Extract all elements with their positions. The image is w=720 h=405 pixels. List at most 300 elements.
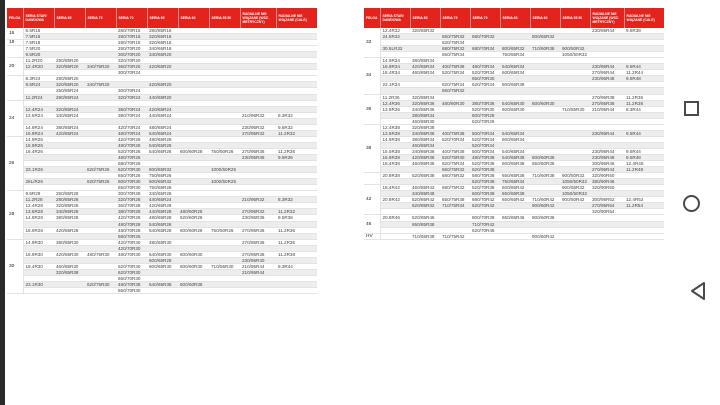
tire-size-cell: 620/75R34: [440, 82, 470, 88]
tire-size-cell: 8.3R32: [276, 112, 317, 118]
tire-size-cell: 440/65R24: [147, 112, 178, 118]
tire-size-cell: 14.9R34: [380, 58, 410, 64]
rim-size-cell: HV: [364, 233, 380, 239]
tire-size-cell: 650/65R42: [500, 197, 530, 203]
tire-size-cell: 270/95R44: [590, 70, 624, 76]
tire-size-cell: 380/85R34: [410, 112, 440, 118]
tire-size-cell: 11.2R24: [23, 94, 54, 100]
tire-size-cell: 340/85R38: [410, 148, 440, 154]
tire-size-cell: 710/60R38: [530, 173, 560, 179]
tire-size-cell: 320/90R50: [590, 185, 624, 191]
tire-size-cell: 900/50R42: [560, 197, 590, 203]
column-header: SERIA 65: [147, 8, 178, 28]
tire-size-cell: 710/75R34: [440, 203, 470, 209]
tire-size-cell: 650/70R26: [116, 173, 147, 179]
rim-size-cell: 18: [7, 40, 23, 46]
tire-size-cell: 14.9R26: [23, 136, 54, 142]
tire-size-cell: 380/85R34: [410, 58, 440, 64]
tire-size-cell: 11.2R38: [624, 100, 664, 106]
tire-size-cell: 710/55R30: [209, 263, 240, 269]
tire-size-cell: 300/95R52: [590, 197, 624, 203]
rim-size-cell: [7, 76, 23, 100]
column-header: SERIA 75: [440, 8, 470, 28]
tire-size-cell: 16.9R30: [23, 251, 54, 257]
tire-size-cell: 650/85R38: [410, 221, 440, 227]
tire-size-cell: 650/70R30: [470, 76, 500, 82]
table-row: [7, 288, 317, 294]
tire-size-cell: 600/65R38: [500, 161, 530, 167]
tire-size-cell: 420/70R24: [116, 124, 147, 130]
tire-size-cell: 11.2R48: [624, 167, 664, 173]
rim-size-cell: 46: [364, 215, 380, 233]
tire-size-cell: 460/85R38: [410, 161, 440, 167]
tire-size-cell: 480/70R38: [116, 281, 147, 287]
tire-size-cell: 460/85R34: [410, 70, 440, 76]
tire-size-cell: 250/85R28: [54, 191, 85, 197]
tire-size-cell: 270/95R32: [240, 209, 276, 215]
recent-apps-button[interactable]: [684, 101, 699, 116]
tire-size-cell: 440/65R24: [147, 197, 178, 203]
tire-size-cell: 520/85R46: [410, 215, 440, 221]
tire-size-cell: 11.2R20: [23, 58, 54, 64]
tire-size-cell: 11.2R44: [624, 70, 664, 76]
column-header: RADIALNE NIE WIĄZANE (WSZ. METRYCZNY): [590, 8, 624, 28]
tire-size-cell: 900/60R38: [530, 215, 560, 221]
tire-size-cell: 750/65R34: [500, 52, 530, 58]
column-header: SERIA 70: [116, 8, 147, 28]
tire-size-cell: 8.3R32: [276, 197, 317, 203]
tire-size-cell: 9.5R48: [624, 154, 664, 160]
tire-size-cell: 540/65R34: [500, 148, 530, 154]
tire-size-cell: 12.4R46: [624, 161, 664, 167]
column-header: SERIA 60: [178, 8, 209, 28]
tire-size-cell: 650/75R32: [440, 88, 470, 94]
tire-size-table-page-left: [7, 8, 317, 400]
tire-size-cell: 280/85R24: [54, 94, 85, 100]
tire-size-cell: 710/60R38: [530, 46, 560, 52]
tire-size-cell: [54, 288, 85, 294]
tire-size-cell: 18.4R38: [380, 161, 410, 167]
tire-size-cell: 24.5R32: [380, 34, 410, 40]
tire-size-cell: 520/70R26: [116, 148, 147, 154]
tire-size-cell: 520/60R28: [178, 215, 209, 221]
tire-size-cell: 320/90R50: [590, 173, 624, 179]
column-header: RADIALNE NIE WIĄZANE (WSZ. METRYCZNY): [240, 8, 276, 28]
tire-size-cell: 900/50R32: [560, 173, 590, 179]
tire-size-cell: 480/60R28: [178, 209, 209, 215]
tire-size-cell: 320/70R28: [116, 197, 147, 203]
tire-size-cell: 540/65R38: [147, 281, 178, 287]
tire-size-cell: 300/70R24: [116, 88, 147, 94]
rim-size-cell: 16: [7, 28, 23, 40]
tire-size-cell: 16.9R34: [380, 64, 410, 70]
tire-size-cell: 480/70R30: [116, 251, 147, 257]
tire-size-cell: 230/95R36: [240, 215, 276, 221]
rim-size-cell: 26: [7, 136, 23, 190]
column-header: SERIA 55 50: [560, 8, 590, 28]
screen-edge: [0, 0, 5, 405]
tire-size-cell: 420/70R26: [116, 136, 147, 142]
tire-size-cell: 14.9R28: [23, 215, 54, 221]
tire-size-cell: 420/85R24: [54, 130, 85, 136]
tire-size-cell: 480/70R28: [116, 227, 147, 233]
tire-size-cell: 620/75R34: [440, 40, 470, 46]
tire-size-cell: 20.8R46: [380, 215, 410, 221]
tire-size-cell: 340/75R20: [85, 82, 116, 88]
tire-size-cell: 620/70R46: [470, 227, 500, 233]
column-header: SERIA STAR/ DAWDOWA: [23, 8, 54, 28]
column-header: SERIA 85: [54, 8, 85, 28]
tire-size-cell: 650/60R38: [530, 161, 560, 167]
tire-size-cell: 28L/R26: [23, 179, 54, 185]
tire-size-cell: 620/70R42: [470, 203, 500, 209]
tire-size-cell: 420/65R20: [147, 64, 178, 70]
tire-size-cell: 320/85R20: [54, 82, 85, 88]
tire-size-cell: 320/85R20: [54, 64, 85, 70]
column-header: RADIALNE NIE WIĄZANE (CALE): [276, 8, 317, 28]
tire-size-cell: 480/65R28: [147, 215, 178, 221]
tire-size-cell: 8.3R44: [624, 106, 664, 112]
tire-size-cell: 280/70R16: [116, 34, 147, 40]
tire-size-cell: 650/75R34: [440, 52, 470, 58]
tire-size-cell: 6.5R16: [23, 28, 54, 34]
rim-size-cell: 36: [364, 94, 380, 124]
rim-size-cell: 20: [7, 58, 23, 76]
column-header: SERIA STAR/ DAWDOWA: [380, 8, 410, 28]
tire-size-cell: 340/85R24: [54, 112, 85, 118]
tire-size-cell: 480/70R26: [116, 154, 147, 160]
tire-size-cell: 13.6R24: [23, 112, 54, 118]
tire-size-cell: 280/85R16: [147, 28, 178, 34]
tire-size-cell: 9.5R36: [276, 154, 317, 160]
tire-size-cell: 440/65R28: [147, 209, 178, 215]
home-button[interactable]: [683, 195, 700, 212]
tire-size-cell: 11.2R36: [276, 148, 317, 154]
tire-size-cell: 9.5R36: [276, 215, 317, 221]
tire-size-cell: 11.2R36: [624, 94, 664, 100]
tire-size-cell: 480/70R24: [116, 130, 147, 136]
tire-size-cell: [85, 288, 116, 294]
tire-size-cell: 480/70R38: [470, 154, 500, 160]
tire-size-cell: 210/95R44: [240, 263, 276, 269]
tire-size-cell: 320/85R32: [410, 28, 440, 34]
tire-size-cell: 340/65R18: [147, 46, 178, 52]
tire-size-cell: 11.2R36: [276, 227, 317, 233]
tire-size-cell: 340/85R48: [410, 191, 440, 197]
tire-size-cell: 270/95R32: [240, 130, 276, 136]
tire-size-cell: 650/70R30: [116, 185, 147, 191]
tire-size-cell: 320/85R36: [410, 100, 440, 106]
tire-size-cell: 600/60R30: [530, 100, 560, 106]
tire-size-cell: 20.8R38: [380, 173, 410, 179]
tire-size-cell: 480/65R26: [147, 136, 178, 142]
tire-size-cell: 380/85R24: [54, 124, 85, 130]
tire-size-cell: 30.5LR32: [380, 46, 410, 52]
tire-size-cell: 520/70R38: [470, 185, 500, 191]
tire-size-cell: 600/60R30: [178, 263, 209, 269]
tire-size-cell: 600/65R34: [500, 70, 530, 76]
tire-size-cell: 250/85R24: [54, 88, 85, 94]
tire-size-cell: 230/95R44: [590, 28, 624, 34]
tire-size-cell: 320/85R38: [410, 124, 440, 130]
tire-size-cell: 620/75R26: [85, 167, 116, 173]
tire-size-cell: 600/60R30: [178, 251, 209, 257]
tire-size-cell: 520/75R30: [440, 154, 470, 160]
tire-size-cell: 500/70R34: [470, 130, 500, 136]
tire-size-cell: 270/95R36: [240, 239, 276, 245]
tire-size-cell: 12.4R38: [380, 124, 410, 130]
tire-size-cell: 270/95R36: [240, 148, 276, 154]
tire-size-cell: 520/85R42: [410, 197, 440, 203]
tire-size-cell: [500, 233, 530, 239]
tire-size-cell: 340/85R28: [54, 209, 85, 215]
tire-size-cell: 650/75R38: [440, 197, 470, 203]
tire-size-cell: 650/75R32: [440, 34, 470, 40]
tire-size-cell: 680/70R34: [470, 46, 500, 52]
tire-size-cell: 18.4R34: [380, 70, 410, 76]
tire-size-cell: 16.9R26: [23, 142, 54, 148]
tire-size-cell: 380/85R34: [410, 136, 440, 142]
tire-size-cell: 320/85R34: [410, 94, 440, 100]
tire-size-cell: 230/95R48: [590, 76, 624, 82]
column-header: SERIA 85: [410, 8, 440, 28]
tire-size-cell: 620/70R30: [116, 167, 147, 173]
tire-size-cell: 540/65R34: [500, 130, 530, 136]
tire-size-cell: 270/95R36: [240, 227, 276, 233]
tire-size-cell: 600/60R28: [178, 148, 209, 154]
tire-size-cell: 400/75R38: [440, 64, 470, 70]
tire-size-cell: 710/70R42: [470, 221, 500, 227]
tire-size-cell: 12.4R20: [23, 64, 54, 70]
tire-size-cell: 420/70R28: [116, 215, 147, 221]
tire-size-cell: [23, 288, 54, 294]
tire-size-cell: 900/50R32: [560, 46, 590, 52]
tire-size-cell: 11.2R36: [380, 94, 410, 100]
tire-size-cell: 340/85R38: [410, 130, 440, 136]
tire-size-cell: 12.4R24: [23, 106, 54, 112]
tire-size-cell: 7.5R18: [23, 40, 54, 46]
tire-size-cell: 340/85R36: [410, 106, 440, 112]
tire-size-cell: 420/85R30: [54, 251, 85, 257]
tire-size-cell: 900/60R42: [530, 233, 560, 239]
tire-size-cell: [560, 233, 590, 239]
tire-size-cell: 12.4R28: [23, 203, 54, 209]
tire-size-cell: 750/65R34: [500, 179, 530, 185]
tire-size-cell: 750/65R26: [147, 185, 178, 191]
tire-size-cell: 900/60R42: [530, 203, 560, 209]
tire-size-cell: 600/65R30: [500, 106, 530, 112]
tire-size-cell: 300/95R46: [590, 161, 624, 167]
tire-size-cell: 1050/50R32: [560, 191, 590, 197]
tire-size-cell: 750/50R26: [209, 227, 240, 233]
tire-size-cell: [624, 233, 664, 239]
tire-size-cell: 230/95R40: [240, 257, 276, 263]
tire-size-cell: 420/70R30: [116, 239, 147, 245]
tire-size-cell: 340/75R20: [85, 64, 116, 70]
tire-size-cell: 540/65R30: [500, 100, 530, 106]
column-header: SERIA 75: [85, 8, 116, 28]
tire-size-cell: 270/95R38: [590, 100, 624, 106]
rim-size-cell: 30: [7, 239, 23, 293]
tire-size-cell: 710/60R42: [530, 197, 560, 203]
tire-size-cell: 620/85R32: [410, 203, 440, 209]
tire-size-cell: 23.1R30: [23, 281, 54, 287]
tire-size-cell: 1050/50R32: [560, 179, 590, 185]
tire-size-cell: 320/70R20: [116, 58, 147, 64]
tire-size-cell: 1050/50R32: [560, 52, 590, 58]
tire-size-cell: 480/75R30: [85, 251, 116, 257]
tire-size-cell: 1000/50R25: [209, 167, 240, 173]
tire-size-cell: 9.5R44: [624, 130, 664, 136]
tire-size-cell: 800/65R32: [530, 34, 560, 40]
tire-size-cell: 750/50R26: [209, 148, 240, 154]
tire-size-cell: 420/85R38: [410, 154, 440, 160]
tire-size-cell: 620/70R26: [470, 118, 500, 124]
tire-size-cell: 230/95R32: [240, 124, 276, 130]
tire-size-cell: 400/75R38: [440, 130, 470, 136]
tire-size-cell: 440/65R20: [147, 94, 178, 100]
tire-size-cell: 14.9R38: [380, 136, 410, 142]
tire-size-cell: 380/85R28: [54, 215, 85, 221]
rim-size-cell: 38: [364, 124, 380, 172]
tire-size-cell: 600/65R30: [147, 263, 178, 269]
rim-size-cell: [364, 173, 380, 185]
tire-size-cell: 420/65R28: [147, 203, 178, 209]
tire-size-cell: [147, 288, 178, 294]
tire-size-cell: 12.4R36: [380, 100, 410, 106]
tire-size-table-right: [364, 8, 664, 240]
rim-size-cell: 34: [364, 58, 380, 94]
tire-size-cell: 280/85R28: [54, 197, 85, 203]
tire-size-cell: 680/70R32: [470, 34, 500, 40]
tire-size-cell: 600/70R38: [470, 191, 500, 197]
tire-size-cell: 380/85R30: [54, 239, 85, 245]
tire-size-cell: 7.5R20: [23, 46, 54, 52]
tire-size-cell: 600/65R32: [147, 167, 178, 173]
tire-size-cell: 1000/50R25: [209, 179, 240, 185]
column-header: SERIA 60: [530, 8, 560, 28]
tire-size-cell: 500/70R34: [470, 148, 500, 154]
tire-size-cell: 230/95R44: [590, 148, 624, 154]
column-header: SERIA 65: [500, 8, 530, 28]
tire-size-cell: 13.6R38: [380, 130, 410, 136]
tire-size-cell: 710/75R42: [440, 233, 470, 239]
triangle-back-icon: [690, 282, 706, 300]
tire-size-cell: 650/75R32: [440, 167, 470, 173]
column-header: SERIA 55 50: [209, 8, 240, 28]
tire-size-cell: 600/65R42: [500, 185, 530, 191]
tire-size-cell: 11.2R32: [276, 130, 317, 136]
tire-size-cell: 280/85R20: [54, 58, 85, 64]
tire-size-cell: 520/70R34: [470, 70, 500, 76]
tire-size-table-page-right: [364, 8, 664, 330]
tire-size-cell: 480/65R30: [147, 239, 178, 245]
tire-size-cell: 680/75R32: [440, 46, 470, 52]
tire-size-cell: 580/70R38: [470, 173, 500, 179]
column-header: RADIALNE NIE WIĄZANE (CALE): [624, 8, 664, 28]
tire-size-cell: 9.5R44: [624, 64, 664, 70]
tire-size-cell: 650/65R46: [500, 215, 530, 221]
tire-size-cell: 400/75R38: [440, 148, 470, 154]
tire-size-cell: 9.5R32: [276, 124, 317, 130]
tire-size-cell: 520/70R30: [470, 106, 500, 112]
tire-size-cell: 280/70R16: [116, 28, 147, 34]
tire-size-cell: 270/95R54: [590, 203, 624, 209]
tire-size-cell: 600/60R38: [178, 281, 209, 287]
tire-size-cell: [470, 233, 500, 239]
tire-size-cell: 9.5R28: [23, 191, 54, 197]
tire-size-cell: 420/70R30: [116, 245, 147, 251]
tire-size-cell: 320/90R54: [590, 209, 624, 215]
tire-size-cell: [178, 288, 209, 294]
tire-size-cell: 540/65R28: [147, 221, 178, 227]
tire-size-cell: 540/65R38: [500, 154, 530, 160]
tire-size-cell: 600/65R32: [147, 179, 178, 185]
tire-size-cell: 380/70R24: [116, 112, 147, 118]
tire-size-cell: 300/70R24: [116, 70, 147, 76]
rim-size-cell: 32: [364, 28, 380, 58]
tire-size-cell: 420/65R20: [147, 82, 178, 88]
rim-size-cell: [7, 46, 23, 58]
tire-size-cell: 600/60R38: [530, 154, 560, 160]
tire-size-cell: 320/85R28: [54, 203, 85, 209]
tire-size-cell: 520/70R30: [116, 263, 147, 269]
tire-size-cell: 360/70R24: [116, 106, 147, 112]
tire-size-cell: 11.2R54: [624, 203, 664, 209]
tire-size-cell: 800/70R38: [470, 215, 500, 221]
tire-size-cell: 620/75R34: [440, 161, 470, 167]
rim-size-cell: 28: [7, 191, 23, 239]
table-header-row: [7, 8, 317, 28]
tire-size-cell: 540/65R24: [147, 130, 178, 136]
tire-size-cell: 540/65R26: [147, 142, 178, 148]
tire-size-cell: 210/95R44: [590, 106, 624, 112]
tire-size-cell: 8.3R44: [276, 263, 317, 269]
tire-size-cell: 270/95R38: [240, 251, 276, 257]
tire-size-cell: 480/80R30: [440, 100, 470, 106]
tire-size-cell: [276, 288, 317, 294]
tire-size-cell: [209, 288, 240, 294]
tire-size-table-left: [7, 8, 317, 294]
tire-size-cell: 460/85R42: [410, 185, 440, 191]
tire-size-cell: 620/70R34: [470, 82, 500, 88]
tire-size-cell: 520/70R38: [470, 161, 500, 167]
tire-size-cell: 520/75R34: [440, 70, 470, 76]
tire-size-cell: 380/90R46: [590, 179, 624, 185]
tire-size-cell: 800/65R32: [500, 46, 530, 52]
tire-size-cell: 230/95R36: [240, 154, 276, 160]
tire-size-cell: 11.2R28: [23, 197, 54, 203]
tire-size-cell: 710/55R30: [560, 106, 590, 112]
tire-size-cell: 16.9R28: [23, 227, 54, 233]
tire-size-cell: 280/85R20: [54, 76, 85, 82]
tire-size-cell: 600/70R30: [116, 179, 147, 185]
tire-size-cell: 11.2R36: [276, 239, 317, 245]
tire-size-cell: 540/65R34: [500, 64, 530, 70]
tire-size-cell: 18.4R30: [23, 263, 54, 269]
tire-size-cell: 210/95R32: [240, 197, 276, 203]
tire-size-cell: 580/70R26: [116, 233, 147, 239]
tire-size-cell: 11.2R32: [276, 209, 317, 215]
tire-size-cell: 15.5R38: [380, 148, 410, 154]
tire-size-cell: 600/65R28: [147, 257, 178, 263]
tire-size-cell: 520/70R34: [470, 136, 500, 142]
tire-size-cell: 9.5R38: [624, 28, 664, 34]
tire-size-cell: 540/65R30: [147, 251, 178, 257]
tire-size-cell: 710/65R38: [410, 233, 440, 239]
tire-size-cell: 620/70R38: [470, 179, 500, 185]
tire-size-cell: 7.5R16: [23, 34, 54, 40]
